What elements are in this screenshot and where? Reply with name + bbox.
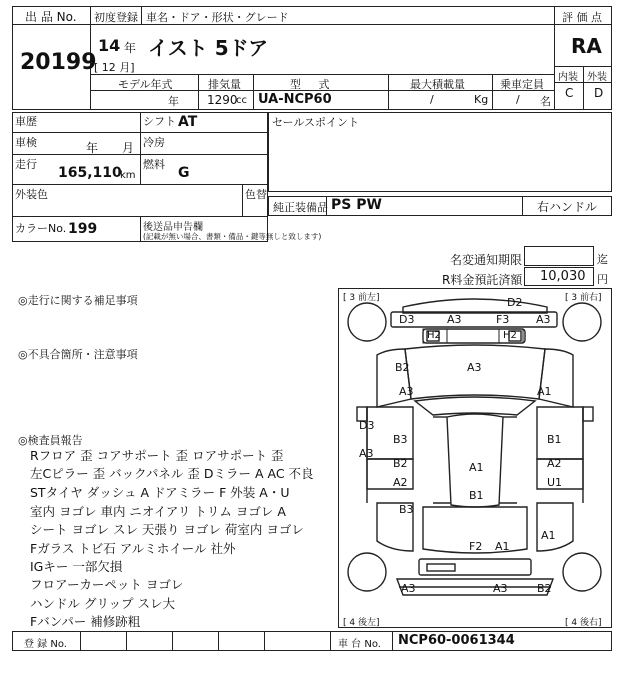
- report-line: ハンドル グリップ スレ大: [30, 596, 175, 611]
- exterior-label: 外装: [587, 72, 607, 83]
- exterior-grade: D: [594, 86, 604, 100]
- mark-right-front-door: B1: [547, 433, 562, 446]
- report-line: 左Cピラー 歪 バックパネル 歪 Dミラー A AC 不良: [30, 466, 314, 481]
- color-change-label: 色替: [245, 188, 267, 201]
- lot-number: 20199: [20, 50, 97, 75]
- front-bumper: [403, 299, 547, 313]
- capacity-sep: /: [516, 93, 520, 106]
- max-load-sep: /: [430, 93, 434, 106]
- windshield: [415, 397, 535, 415]
- selling-point-label: セールスポイント: [272, 116, 360, 129]
- license-plate: [427, 564, 455, 571]
- mark-right-fender: A1: [537, 385, 552, 398]
- mileage-value: 165,110: [58, 165, 122, 181]
- inspection-year: 年: [86, 141, 99, 155]
- type-value: UA-NCP60: [258, 92, 332, 107]
- lot-label: 出 品 No.: [25, 10, 77, 24]
- mark-left-quarter: B3: [399, 503, 414, 516]
- ext-color-label: 外装色: [15, 188, 48, 201]
- ac-label: 冷房: [143, 136, 165, 149]
- left-fender: [377, 349, 411, 407]
- wheel-front-right: [563, 303, 601, 341]
- mark-right-quarter: A1: [541, 529, 556, 542]
- color-no-label: カラーNo.: [15, 222, 67, 235]
- driving-notes-heading: ◎走行に関する補足事項: [18, 294, 138, 307]
- car-name-label: 車名・ドア・形状・グレード: [146, 11, 289, 24]
- equipment-value: PS PW: [331, 197, 382, 213]
- mark-left-fender-a3: A3: [399, 385, 414, 398]
- mark-roof-a1: A1: [469, 461, 484, 474]
- car-diagram-svg: [339, 289, 611, 627]
- corner-front-right: [ 3 前右]: [565, 293, 602, 303]
- damage-diagram: [338, 288, 612, 628]
- mark-front-bumper: D2: [507, 296, 523, 309]
- report-line: IGキー 一部欠損: [30, 559, 123, 574]
- shift-value: AT: [178, 114, 198, 130]
- displacement-unit: cc: [236, 95, 247, 106]
- report-line: STタイヤ ダッシュ A ドアミラー F 外装 A・U: [30, 485, 290, 500]
- report-line: フロアーカーペット ヨゴレ: [30, 577, 184, 592]
- first-reg-month: [ 12 月]: [94, 61, 135, 74]
- recycle-value: 10,030: [540, 269, 586, 284]
- type-label: 型 式: [290, 78, 330, 91]
- mark-back-a1: A1: [495, 540, 510, 553]
- mark-h2-right: H2: [503, 330, 517, 341]
- mileage-label: 走行: [15, 158, 37, 171]
- inspection-month: 月: [122, 141, 135, 155]
- corner-rear-right: [ 4 後右]: [565, 618, 602, 628]
- footer-frame: [12, 631, 612, 651]
- fuel-value: G: [178, 165, 190, 181]
- first-reg-year: 14: [98, 36, 121, 55]
- capacity-label: 乗車定員: [500, 78, 544, 91]
- displacement-value: 1290: [207, 93, 238, 107]
- shift-label: シフト: [143, 115, 176, 128]
- max-load-unit: Kg: [474, 93, 489, 106]
- first-reg-label: 初度登録: [94, 11, 138, 24]
- report-line: 室内 ヨゴレ 車内 ニオイアリ トリム ヨゴレ A: [30, 504, 286, 519]
- equipment-label: 純正装備品: [273, 201, 328, 214]
- defects-heading: ◎不具合箇所・注意事項: [18, 348, 138, 361]
- mark-left-rear-door-b2: B2: [393, 457, 408, 470]
- first-reg-year-unit: 年: [124, 41, 137, 55]
- report-line: Fバンパー 補修跡粗: [30, 614, 141, 629]
- corner-rear-left: [ 4 後左]: [343, 618, 380, 628]
- car-name: イスト 5ドア: [148, 36, 269, 60]
- right-quarter: [537, 503, 573, 551]
- mark-left-front-door-d3: D3: [359, 419, 375, 432]
- mileage-unit: km: [120, 170, 136, 181]
- right-fender: [539, 349, 573, 407]
- inspection-label: 車検: [15, 136, 37, 149]
- mark-rear-a3: A3: [401, 582, 416, 595]
- corner-front-left: [ 3 前左]: [343, 293, 380, 303]
- fuel-label: 燃料: [143, 158, 165, 171]
- right-mirror: [583, 407, 593, 421]
- mark-rear-mid-a3: A3: [493, 582, 508, 595]
- mark-h2-left: H2: [427, 330, 441, 341]
- inspector-report-heading: ◎検査員報告: [18, 434, 83, 447]
- interior-grade: C: [565, 86, 574, 100]
- mark-front-right: A3: [536, 313, 551, 326]
- recycle-unit: 円: [597, 273, 608, 286]
- mark-left-fender-b2: B2: [395, 361, 410, 374]
- grade-label: 評 価 点: [562, 11, 602, 24]
- model-year-label: モデル年式: [118, 78, 173, 91]
- aftersend-label: 後送品申告欄: [143, 222, 203, 233]
- displacement-label: 排気量: [208, 78, 241, 91]
- mark-back-f2: F2: [469, 540, 483, 553]
- recycle-label: R料金預託済額: [442, 273, 523, 287]
- mark-right-rear-door-u1: U1: [547, 476, 563, 489]
- color-no-value: 199: [68, 221, 98, 237]
- mark-front-left: D3: [399, 313, 415, 326]
- front-lower: [391, 312, 557, 327]
- mark-roof-b1: B1: [469, 489, 484, 502]
- capacity-unit: 名: [540, 95, 551, 108]
- mark-left-front-door-b3: B3: [393, 433, 408, 446]
- meter-notice-box: [524, 246, 594, 266]
- max-load-label: 最大積載量: [410, 78, 465, 91]
- chassis-value: NCP60-0061344: [398, 633, 515, 648]
- interior-label: 内装: [558, 72, 578, 83]
- chassis-label: 車 台 No.: [338, 639, 381, 650]
- reg-no-label: 登 録 No.: [24, 639, 67, 650]
- mark-front-mid: A3: [447, 313, 462, 326]
- mark-front-f3: F3: [496, 313, 510, 326]
- mark-rear-b2: B2: [537, 582, 552, 595]
- mark-bonnet: A3: [467, 361, 482, 374]
- wheel-rear-right: [563, 553, 601, 591]
- model-year-unit: 年: [168, 95, 179, 108]
- mark-left-rear-door-a2: A2: [393, 476, 408, 489]
- wheel-front-left: [348, 303, 386, 341]
- report-line: Fガラス トビ石 アルミホイール 社外: [30, 541, 236, 556]
- history-label: 車歴: [15, 115, 37, 128]
- aftersend-note: (記載が無い場合、書類・備品・鍵等無しと致します): [143, 232, 322, 241]
- rear-panel: [419, 559, 531, 575]
- grade-value: RA: [571, 34, 602, 58]
- wheel-rear-left: [348, 553, 386, 591]
- meter-notice-label: 名変通知期限: [450, 253, 523, 267]
- steering-value: 右ハンドル: [537, 200, 598, 214]
- mark-right-rear-door-a2: A2: [547, 457, 562, 470]
- report-line: Rフロア 歪 コアサポート 歪 ロアサポート 歪: [30, 448, 284, 463]
- mark-left-front-door-a3: A3: [359, 447, 374, 460]
- report-line: シート ヨゴレ スレ 天張り ヨゴレ 荷室内 ヨゴレ: [30, 522, 304, 537]
- meter-notice-unit: 迄: [597, 253, 608, 266]
